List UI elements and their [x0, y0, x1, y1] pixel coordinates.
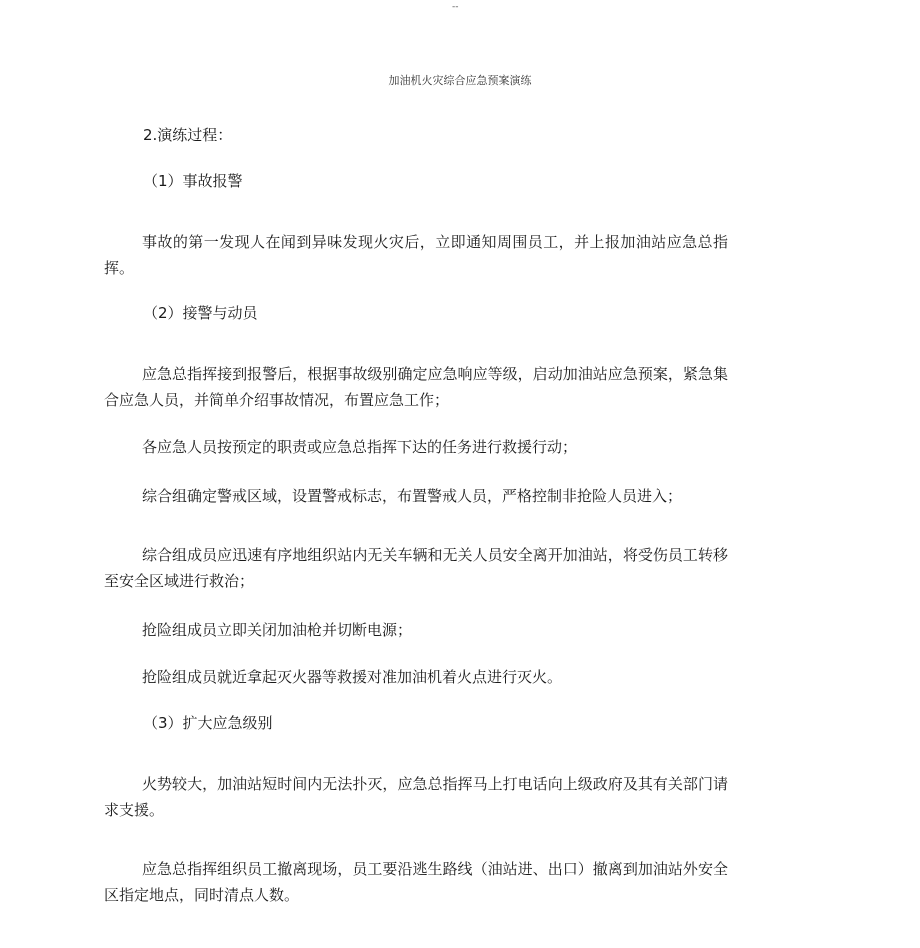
paragraph-extinguish: 抢险组成员就近拿起灭火器等救援对准加油机着火点进行灭火。 [142, 668, 563, 686]
subheading-escalate: （3）扩大应急级别 [143, 714, 273, 732]
paragraph-evacuation: 应急总指挥组织员工撤离现场，员工要沿逃生路线（油站进、出口）撤离到加油站外安全区指定地点，同时清点人数。 [104, 860, 728, 904]
page-header-title: 加油机火灾综合应急预案演练 [388, 74, 532, 87]
subheading-incident-report: （1）事故报警 [143, 172, 243, 190]
paragraph-evacuate-vehicles: 综合组成员应迅速有序地组织站内无关车辆和无关人员安全离开加油站，将受伤员工转移至安全区域进行救治； [104, 546, 728, 590]
paragraph-cut-power: 抢险组成员立即关闭加油枪并切断电源； [142, 621, 413, 639]
paragraph-request-support: 火势较大，加油站短时间内无法扑灭，应急总指挥马上打电话向上级政府及其有关部门请求支援。 [104, 775, 728, 819]
paragraph-incident-report: 事故的第一发现人在闻到异味发现火灾后，立即通知周围员工，并上报加油站应急总指挥。 [104, 233, 728, 277]
page-top-mark: -- [452, 2, 459, 12]
paragraph-cordon: 综合组确定警戒区域，设置警戒标志，布置警戒人员，严格控制非抢险人员进入； [142, 487, 683, 505]
paragraph-commander-response: 应急总指挥接到报警后，根据事故级别确定应急响应等级，启动加油站应急预案，紧急集合应急人员，并简单介绍事故情况，布置应急工作； [104, 365, 728, 409]
paragraph-rescue-action: 各应急人员按预定的职责或应急总指挥下达的任务进行救援行动； [142, 438, 578, 456]
subheading-alarm-mobilization: （2）接警与动员 [143, 304, 258, 322]
section-title: 2.演练过程： [143, 126, 233, 144]
